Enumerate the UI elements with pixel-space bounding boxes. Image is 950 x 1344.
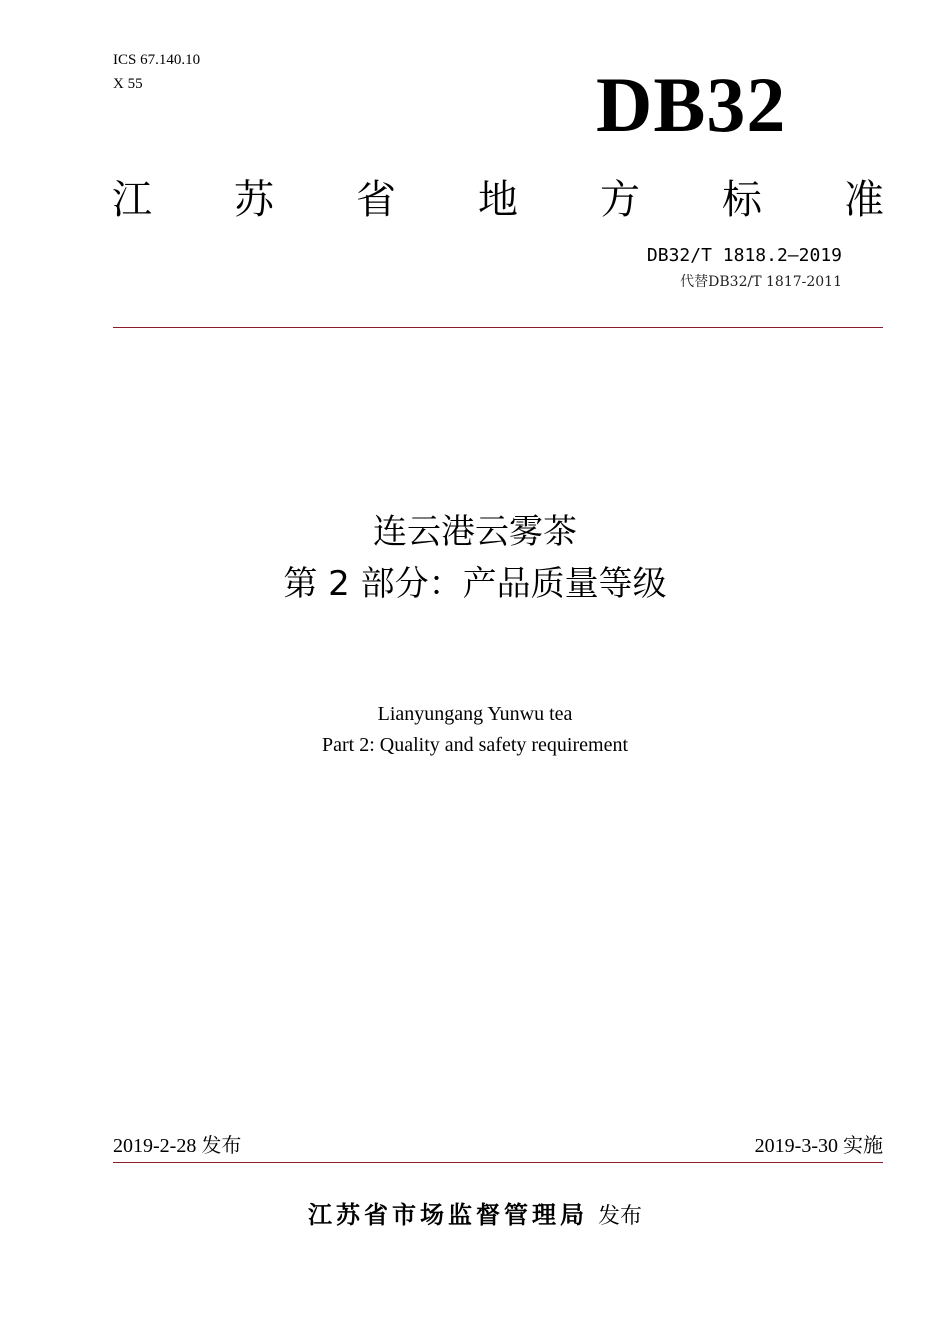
standard-type-char: 省 — [356, 177, 396, 223]
replaces-standard: 代替DB32/T 1817-2011 — [680, 274, 842, 290]
standard-type-char: 苏 — [234, 177, 274, 223]
standard-type-heading — [112, 176, 884, 224]
standard-type-char: 江 — [112, 177, 152, 223]
document-title-line1: 连云港云雾茶 — [373, 512, 577, 552]
ics-code: ICS 67.140.10 — [113, 52, 201, 68]
english-title-line1: Lianyungang Yunwu tea — [377, 703, 573, 725]
standard-type-char: 地 — [478, 177, 518, 223]
publisher-org: 江苏省市场监督管理局 — [307, 1201, 588, 1229]
bottom-divider — [113, 1162, 883, 1163]
db-logo: DB32 — [596, 61, 787, 148]
ccs-code: X 55 — [113, 76, 143, 92]
standard-type-char: 准 — [844, 177, 884, 223]
standard-number: DB32/T 1818.2—2019 — [646, 245, 842, 266]
publisher-suffix: 发布 — [597, 1204, 642, 1229]
standard-type-char: 方 — [600, 177, 640, 223]
top-divider — [113, 327, 883, 328]
document-title-line2: 第 2 部分：产品质量等级 — [283, 564, 667, 604]
issue-date: 2019-2-28 发布 — [113, 1135, 242, 1157]
classification-codes — [113, 48, 200, 96]
standard-type-char: 标 — [722, 177, 762, 223]
english-title-line2: Part 2: Quality and safety requirement — [321, 734, 628, 756]
implementation-date: 2019-3-30 实施 — [754, 1135, 883, 1157]
publisher — [0, 1198, 950, 1234]
